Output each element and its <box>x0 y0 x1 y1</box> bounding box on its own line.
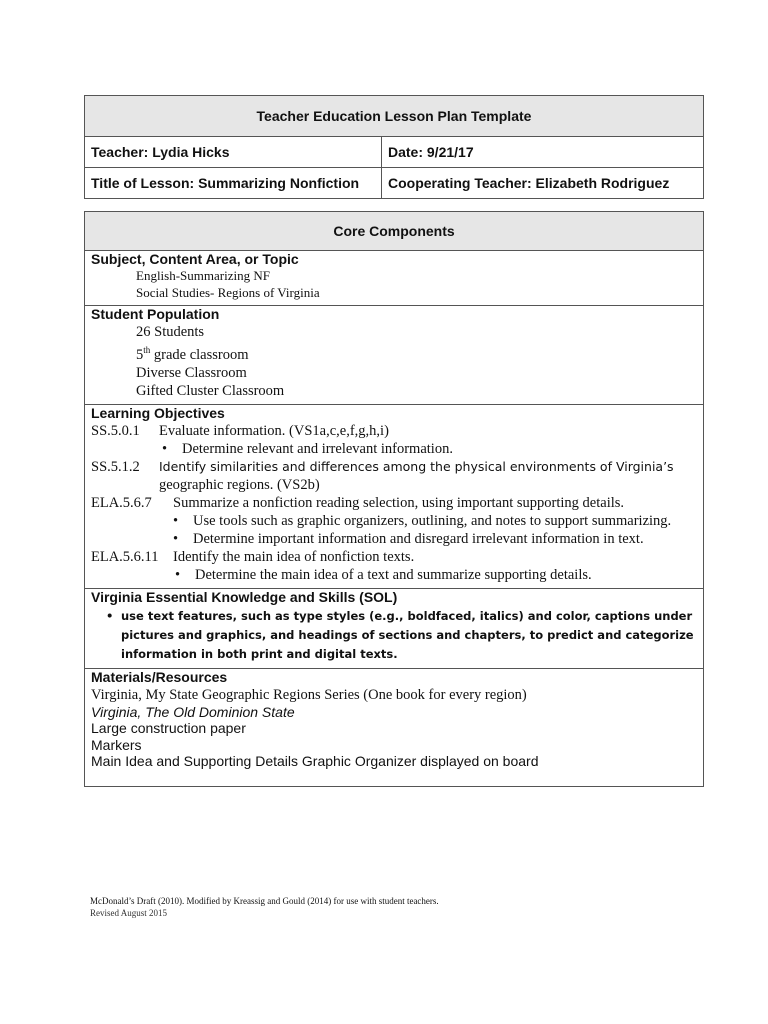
population-students: 26 Students <box>136 324 205 340</box>
lesson-title-cell: Title of Lesson: Summarizing Nonfiction <box>85 168 382 199</box>
grade-number: 5 <box>136 346 144 363</box>
template-title: Teacher Education Lesson Plan Template <box>85 96 704 137</box>
objective-continuation: geographic regions. (VS2b) <box>159 476 320 493</box>
objective-bullet <box>91 440 697 458</box>
sol-title: Virginia Essential Knowledge and Skills (SOL) <box>91 588 398 605</box>
material-item: Virginia, The Old Dominion State <box>91 703 295 720</box>
population-grade <box>91 341 697 364</box>
material-item: Main Idea and Supporting Details Graphic Organizer displayed on board <box>91 753 539 770</box>
material-item: Large construction paper <box>91 720 246 737</box>
objective-text: Summarize a nonfiction reading selection, using important supporting details. <box>173 494 625 511</box>
grade-suffix: th <box>143 345 151 355</box>
objective-bullet <box>91 512 697 530</box>
bullet-text: • Determine the main idea of a text and summarize supporting details. <box>195 567 592 583</box>
objective-code: ELA.5.6.11 <box>91 548 159 565</box>
cooperating-teacher-cell: Cooperating Teacher: Elizabeth Rodriguez <box>382 168 704 199</box>
materials-section <box>85 668 704 786</box>
core-components-title: Core Components <box>85 212 704 251</box>
population-section <box>85 306 704 405</box>
objective-line <box>91 494 697 512</box>
core-components-table <box>84 211 704 787</box>
bullet-text: • Determine relevant and irrelevant information. <box>182 441 453 457</box>
teacher-cell: Teacher: Lydia Hicks <box>85 137 382 168</box>
header-table <box>84 95 704 199</box>
objectives-section <box>85 404 704 588</box>
bullet-text: • Use tools such as graphic organizers, outlining, and notes to support summarizing. <box>193 513 671 529</box>
bullet-text: • Determine important information and disregard irrelevant information in text. <box>193 531 644 547</box>
date-cell: Date: 9/21/17 <box>382 137 704 168</box>
objective-code: SS.5.1.2 <box>91 458 140 475</box>
footer-revision: Revised August 2015 <box>90 908 168 918</box>
population-diverse: Diverse Classroom <box>136 364 247 381</box>
subject-item: English-Summarizing NF <box>136 268 270 283</box>
objective-bullet <box>91 566 697 584</box>
objective-text: Identify similarities and differences among the physical environments of Virginia’s <box>159 458 674 474</box>
objective-text: Evaluate information. (VS1a,c,e,f,g,h,i) <box>159 422 389 439</box>
population-title: Student Population <box>91 306 220 322</box>
objective-code: ELA.5.6.7 <box>91 494 152 511</box>
population-gifted: Gifted Cluster Classroom <box>136 382 285 399</box>
subject-section <box>85 251 704 306</box>
subject-title: Subject, Content Area, or Topic <box>91 251 299 267</box>
objective-line <box>91 422 697 440</box>
footer-citation: McDonald’s Draft (2010). Modified by Kreassig and Gould (2014) for use with student teachers. <box>90 896 439 906</box>
material-item: Markers <box>91 736 142 753</box>
materials-title: Materials/Resources <box>91 668 228 685</box>
sol-bullet: • use text features, such as type styles (e.g., boldfaced, italics) and color, captions under pictures and graphics, and headings of sections and chapters, to predict and categorize information in both print and digital texts. <box>91 607 697 664</box>
objective-line <box>91 548 697 566</box>
material-item: Virginia, My State Geographic Regions Series (One book for every region) <box>91 686 527 703</box>
objective-code: SS.5.0.1 <box>91 422 140 439</box>
footer <box>90 895 439 919</box>
objectives-title: Learning Objectives <box>91 404 225 421</box>
grade-text: grade classroom <box>150 346 249 363</box>
objective-text: Identify the main idea of nonfiction texts. <box>173 548 415 565</box>
objective-bullet <box>91 530 697 548</box>
objective-line <box>91 458 697 476</box>
subject-item: Social Studies- Regions of Virginia <box>136 284 320 300</box>
sol-section <box>85 588 704 668</box>
